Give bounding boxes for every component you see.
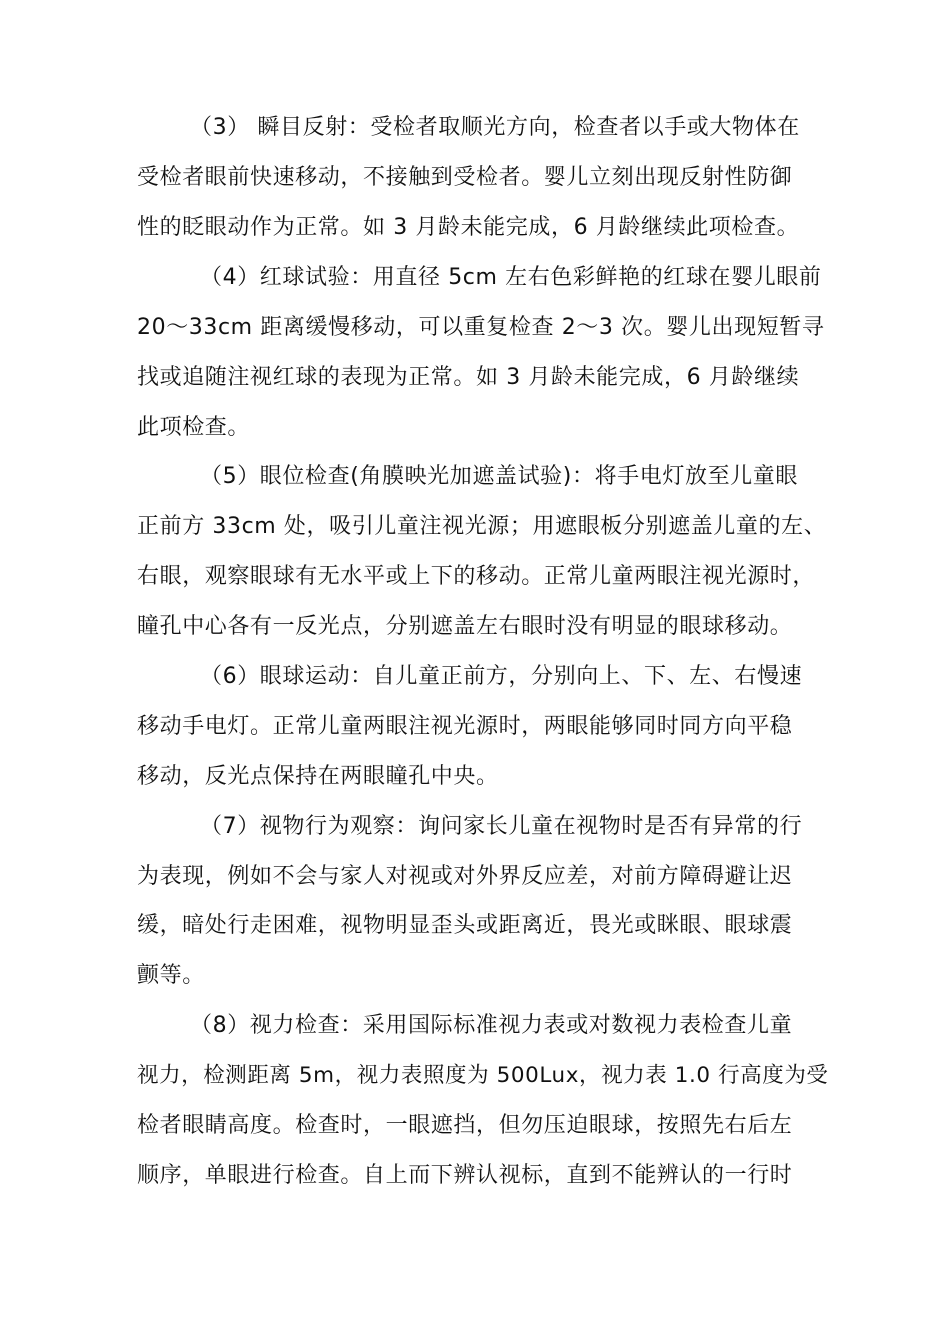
paragraph-8-line-2: 视力，检测距离 5m，视力表照度为 500Lux，视力表 1.0 行高度为受 xyxy=(137,1063,829,1088)
paragraph-5-line-3: 右眼，观察眼球有无水平或上下的移动。正常儿童两眼注视光源时， xyxy=(137,564,816,589)
paragraph-7-line-2: 为表现，例如不会与家人对视或对外界反应差，对前方障碍避让迟 xyxy=(137,864,793,889)
paragraph-3-line-1: （3） 瞬目反射：受检者取顺光方向，检查者以手或大物体在 xyxy=(190,115,800,140)
paragraph-7-line-1: （7）视物行为观察：询问家长儿童在视物时是否有异常的行 xyxy=(200,814,803,839)
paragraph-3-line-3: 性的眨眼动作为正常。如 3 月龄未能完成，6 月龄继续此项检查。 xyxy=(137,215,800,240)
paragraph-4-line-1: （4）红球试验：用直径 5cm 左右色彩鲜艳的红球在婴儿眼前 xyxy=(200,265,822,290)
paragraph-6-line-2: 移动手电灯。正常儿童两眼注视光源时，两眼能够同时同方向平稳 xyxy=(137,714,793,739)
paragraph-7-line-4: 颤等。 xyxy=(137,963,205,988)
paragraph-3-line-2: 受检者眼前快速移动，不接触到受检者。婴儿立刻出现反射性防御 xyxy=(137,165,793,190)
paragraph-4-line-4: 此项检查。 xyxy=(137,415,251,440)
paragraph-5-line-1: （5）眼位检查(角膜映光加遮盖试验)：将手电灯放至儿童眼 xyxy=(200,464,798,489)
paragraph-6-line-3: 移动，反光点保持在两眼瞳孔中央。 xyxy=(137,764,499,789)
paragraph-4-line-3: 找或追随注视红球的表现为正常。如 3 月龄未能完成，6 月龄继续 xyxy=(137,365,800,390)
paragraph-7-line-3: 缓，暗处行走困难，视物明显歪头或距离近，畏光或眯眼、眼球震 xyxy=(137,913,793,938)
paragraph-8-line-1: （8）视力检查：采用国际标准视力表或对数视力表检查儿童 xyxy=(190,1013,793,1038)
paragraph-5-line-2: 正前方 33cm 处，吸引儿童注视光源；用遮眼板分别遮盖儿童的左、 xyxy=(137,514,827,539)
paragraph-6-line-1: （6）眼球运动：自儿童正前方，分别向上、下、左、右慢速 xyxy=(200,664,803,689)
paragraph-8-line-4: 顺序，单眼进行检查。自上而下辨认视标，直到不能辨认的一行时 xyxy=(137,1163,793,1188)
paragraph-8-line-3: 检者眼睛高度。检查时，一眼遮挡，但勿压迫眼球，按照先右后左 xyxy=(137,1113,793,1138)
paragraph-5-line-4: 瞳孔中心各有一反光点，分别遮盖左右眼时没有明显的眼球移动。 xyxy=(137,614,793,639)
paragraph-4-line-2: 20～33cm 距离缓慢移动，可以重复检查 2～3 次。婴儿出现短暂寻 xyxy=(137,315,825,340)
